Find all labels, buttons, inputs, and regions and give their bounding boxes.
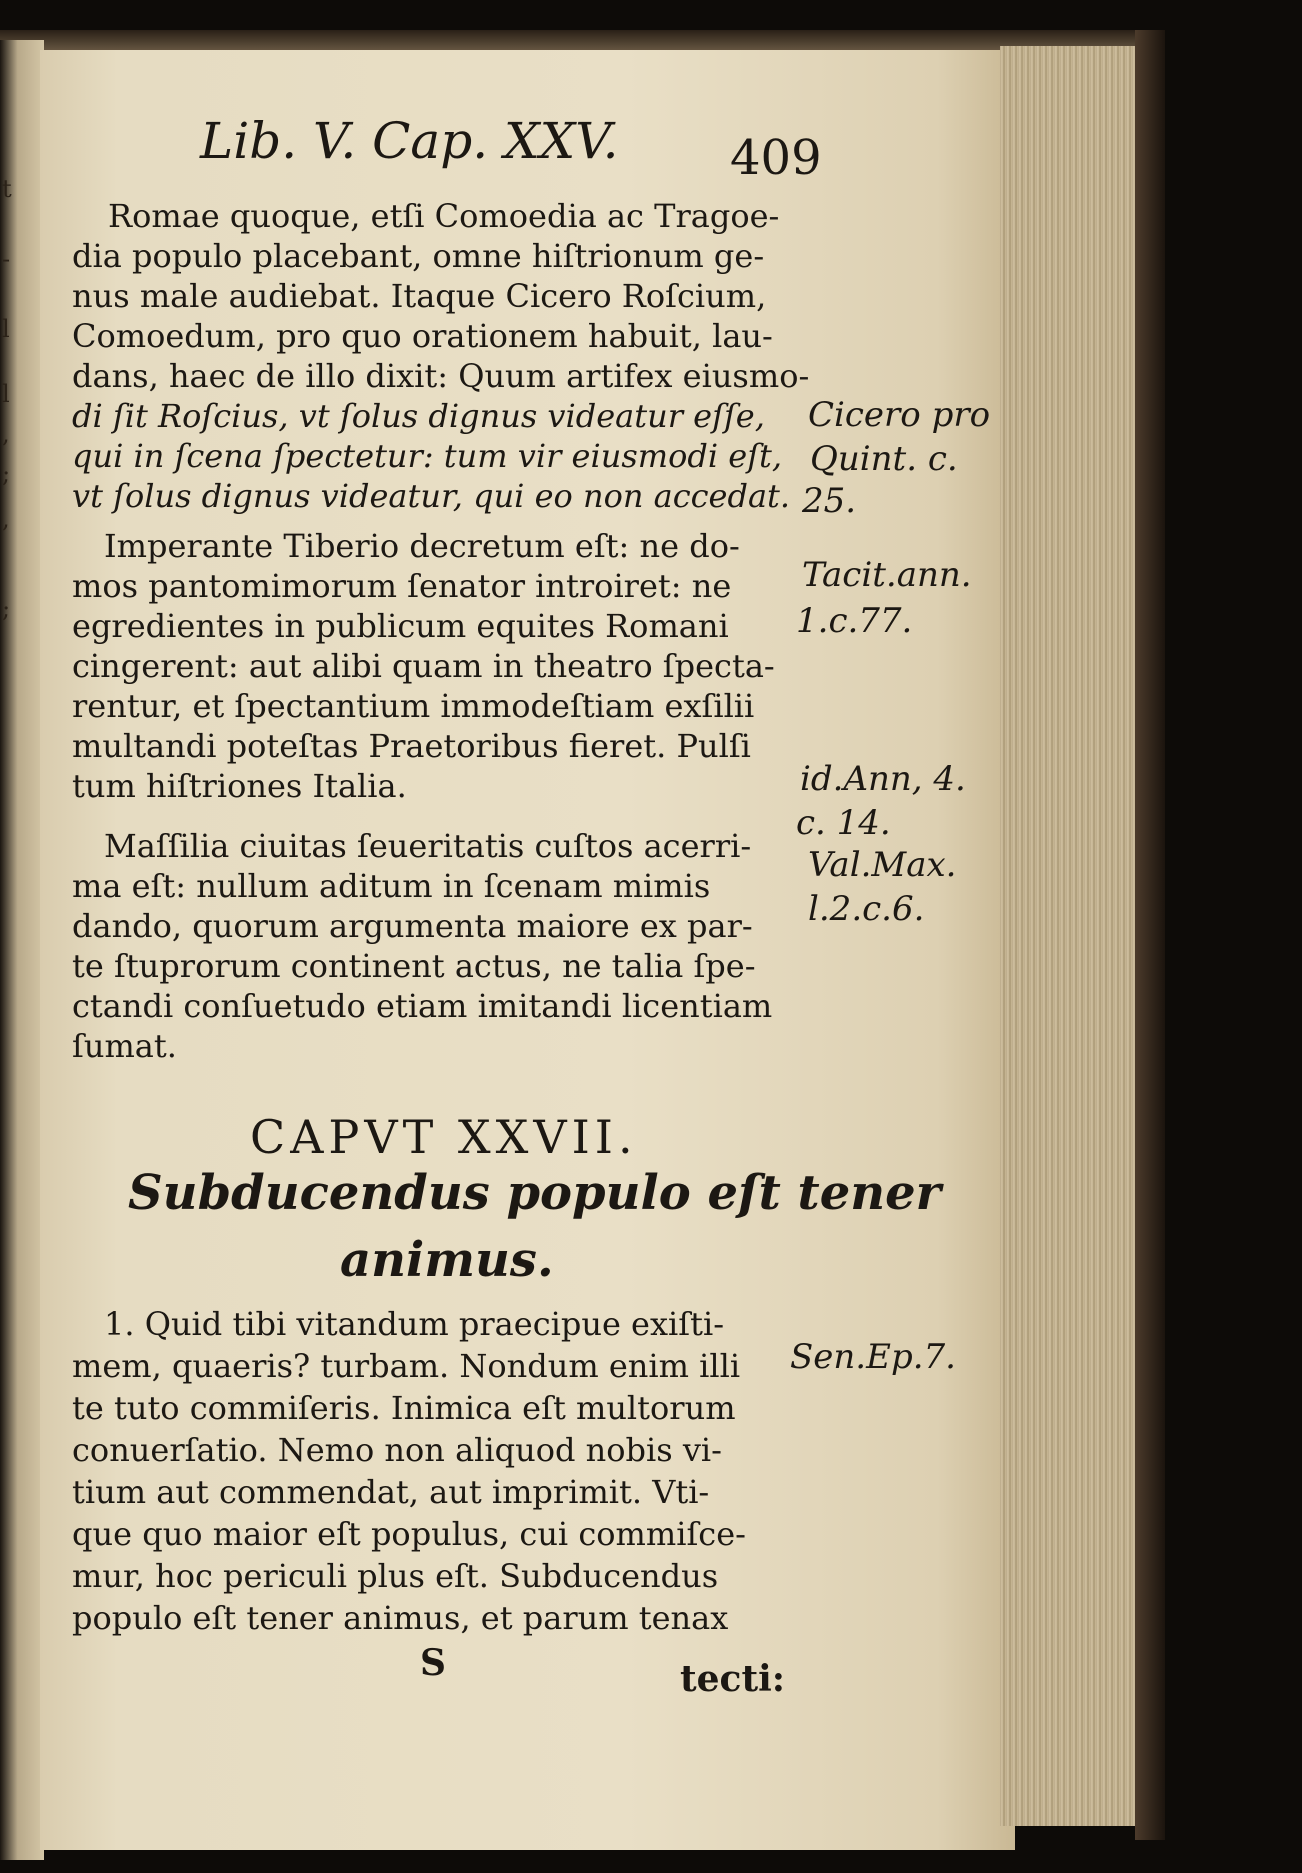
book-cover-edge — [1135, 30, 1165, 1840]
facing-page-fragment: - — [2, 245, 11, 273]
body-line: Maſſilia ciuitas ſeueritatis cuſtos acerri- — [104, 827, 752, 865]
body-line: ſumat. — [72, 1027, 177, 1065]
margin-note: c. 14. — [796, 803, 891, 843]
facing-page-fragment: t — [2, 175, 12, 203]
body-line-quote: vt ſolus dignus videatur, qui eo non accedat. — [72, 477, 791, 515]
chapter-line: te tuto commiſeris. Inimica eſt multorum — [72, 1389, 736, 1427]
facing-page-fragment: l — [2, 380, 10, 408]
body-line: tum hiſtriones Italia. — [72, 767, 407, 805]
book-top-edge — [0, 30, 1160, 52]
body-line: ma eſt: nullum aditum in ſcenam mimis — [72, 867, 711, 905]
margin-note: 1.c.77. — [796, 601, 913, 641]
body-line: mos pantomimorum ſenator introiret: ne — [72, 567, 732, 605]
body-line: egredientes in publicum equites Romani — [72, 607, 729, 645]
chapter-line: mem, quaeris? turbam. Nondum enim illi — [72, 1347, 741, 1385]
body-line: Comoedum, pro quo orationem habuit, lau- — [72, 317, 773, 355]
page-number: 409 — [730, 130, 822, 186]
body-line: cingerent: aut alibi quam in theatro ſpecta- — [72, 647, 775, 685]
chapter-line: populo eſt tener animus, et parum tenax — [72, 1599, 729, 1637]
margin-note: id.Ann, 4. — [800, 759, 966, 799]
body-line: rentur, et ſpectantium immodeſtiam exſilii — [72, 687, 755, 725]
facing-page-fragment: l — [2, 315, 10, 343]
facing-page-fragment: ; — [2, 460, 11, 488]
signature-mark: S — [420, 1642, 446, 1684]
margin-note: l.2.c.6. — [808, 889, 925, 929]
margin-note: Tacit.ann. — [802, 555, 972, 595]
body-line: dans, haec de illo dixit: Quum artifex eiusmo- — [72, 357, 810, 395]
chapter-line: tium aut commendat, aut imprimit. Vti- — [72, 1473, 710, 1511]
chapter-line: mur, hoc periculi plus eſt. Subducendus — [72, 1557, 719, 1595]
facing-page-edge — [0, 40, 44, 1860]
chapter-line: que quo maior eſt populus, cui commiſce- — [72, 1515, 746, 1553]
body-line: nus male audiebat. Itaque Cicero Roſcium, — [72, 277, 767, 315]
margin-note: Val.Max. — [808, 845, 957, 885]
body-line: te ſtuprorum continent actus, ne talia ſpe- — [72, 947, 756, 985]
chapter-title: CAPVT XXVII. — [250, 1110, 638, 1164]
body-line: multandi poteſtas Praetoribus fieret. Pulſi — [72, 727, 751, 765]
body-line-quote: qui in ſcena ſpectetur: tum vir eiusmodi eſt, — [72, 437, 783, 475]
facing-page-fragment: , — [2, 505, 10, 533]
body-line: ctandi conſuetudo etiam imitandi licentiam — [72, 987, 773, 1025]
margin-note: Sen.Ep.7. — [790, 1337, 956, 1377]
margin-note: Cicero pro — [808, 395, 991, 435]
running-header: Lib. V. Cap. XXV. — [200, 112, 619, 170]
margin-note: 25. — [802, 481, 857, 521]
page-stack-edge — [1000, 46, 1145, 1826]
body-line: dia populo placebant, omne hiſtrionum ge- — [72, 237, 765, 275]
chapter-subtitle: animus. — [340, 1232, 554, 1288]
margin-note: Quint. c. — [810, 439, 958, 479]
facing-page-fragment: ; — [2, 595, 11, 623]
body-line: dando, quorum argumenta maiore ex par- — [72, 907, 753, 945]
catchword: tecti: — [680, 1658, 786, 1700]
chapter-line: 1. Quid tibi vitandum praecipue exiſti- — [104, 1305, 725, 1343]
chapter-line: conuerſatio. Nemo non aliquod nobis vi- — [72, 1431, 722, 1469]
chapter-subtitle: Subducendus populo eſt tener — [128, 1165, 941, 1221]
body-line-quote: di ſit Roſcius, vt ſolus dignus videatur eſſe, — [72, 397, 765, 435]
body-line: Imperante Tiberio decretum eſt: ne do- — [104, 527, 740, 565]
facing-page-fragment: , — [2, 420, 10, 448]
body-line: Romae quoque, etſi Comoedia ac Tragoe- — [108, 197, 780, 235]
